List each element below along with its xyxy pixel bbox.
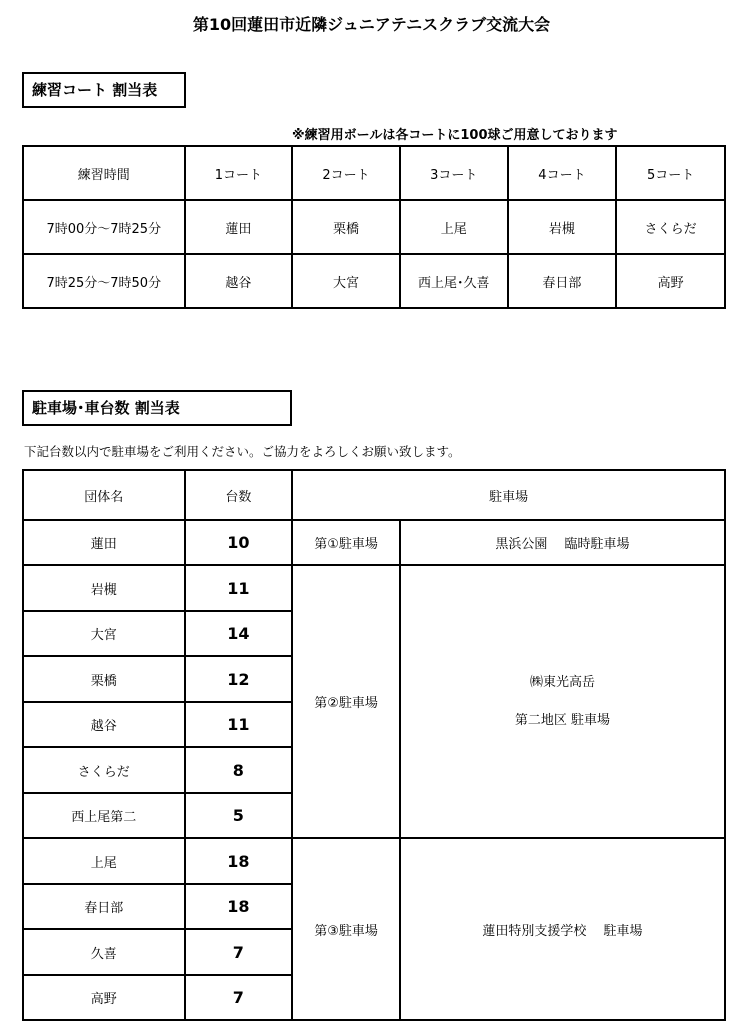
car-count-cell: 18 <box>185 838 293 884</box>
team-name-cell: 蓮田 <box>23 520 185 565</box>
practice-header-court-1: 1コート <box>185 146 293 200</box>
lot-place-line-2: 第二地区 駐車場 <box>514 712 611 728</box>
team-name-cell: 高野 <box>23 975 185 1020</box>
practice-heading: 練習コート 割当表 <box>22 72 186 108</box>
car-count-cell: 10 <box>185 520 293 565</box>
car-count-cell: 7 <box>185 929 293 975</box>
practice-team-cell: 大宮 <box>292 254 400 308</box>
practice-time-cell: 7時25分～7時50分 <box>23 254 185 308</box>
practice-table <box>22 145 726 309</box>
car-count-cell: 11 <box>185 702 293 747</box>
lot-place-cell: 黒浜公園 臨時駐車場 <box>400 520 725 565</box>
team-name-cell: 春日部 <box>23 884 185 929</box>
practice-team-cell: 越谷 <box>185 254 293 308</box>
lot-label-cell: 第①駐車場 <box>292 520 400 565</box>
team-name-cell: 西上尾第二 <box>23 793 185 838</box>
parking-note: 下記台数以内で駐車場をご利用ください。ご協力をよろしくお願い致します。 <box>24 444 461 459</box>
table-row <box>23 565 725 611</box>
parking-header-team: 団体名 <box>23 470 185 520</box>
parking-header-row <box>23 470 725 520</box>
team-name-cell: 栗橋 <box>23 656 185 702</box>
lot-place-line-1: ㈱東光高岳 <box>529 674 595 690</box>
practice-header-court-2: 2コート <box>292 146 400 200</box>
team-name-cell: 越谷 <box>23 702 185 747</box>
practice-header-time: 練習時間 <box>23 146 185 200</box>
practice-team-cell: 蓮田 <box>185 200 293 254</box>
table-row <box>23 520 725 565</box>
practice-time-cell: 7時00分～7時25分 <box>23 200 185 254</box>
car-count-cell: 5 <box>185 793 293 838</box>
practice-team-cell: 高野 <box>616 254 725 308</box>
parking-header-lot: 駐車場 <box>292 470 725 520</box>
practice-header-row <box>23 146 725 200</box>
parking-heading: 駐車場･車台数 割当表 <box>22 390 292 426</box>
car-count-cell: 8 <box>185 747 293 793</box>
parking-header-count: 台数 <box>185 470 293 520</box>
practice-team-cell: 岩槻 <box>508 200 617 254</box>
table-row <box>23 838 725 884</box>
team-name-cell: 岩槻 <box>23 565 185 611</box>
practice-header-court-5: 5コート <box>616 146 725 200</box>
practice-team-cell: 西上尾･久喜 <box>400 254 508 308</box>
team-name-cell: 久喜 <box>23 929 185 975</box>
team-name-cell: 大宮 <box>23 611 185 656</box>
lot-label-cell: 第②駐車場 <box>292 565 400 838</box>
practice-header-court-3: 3コート <box>400 146 508 200</box>
practice-team-cell: 春日部 <box>508 254 617 308</box>
car-count-cell: 12 <box>185 656 293 702</box>
car-count-cell: 7 <box>185 975 293 1020</box>
parking-table <box>22 469 726 1021</box>
table-row <box>23 254 725 308</box>
practice-header-court-4: 4コート <box>508 146 617 200</box>
lot-place-cell: 蓮田特別支援学校 駐車場 <box>400 838 725 1020</box>
car-count-cell: 18 <box>185 884 293 929</box>
practice-team-cell: 上尾 <box>400 200 508 254</box>
lot-place-cell <box>400 565 725 838</box>
team-name-cell: さくらだ <box>23 747 185 793</box>
lot-label-cell: 第③駐車場 <box>292 838 400 1020</box>
practice-team-cell: さくらだ <box>616 200 725 254</box>
table-row <box>23 200 725 254</box>
practice-team-cell: 栗橋 <box>292 200 400 254</box>
practice-note: ※練習用ボールは各コートに100球ご用意しております <box>292 128 618 143</box>
car-count-cell: 11 <box>185 565 293 611</box>
page-title: 第10回蓮田市近隣ジュニアテニスクラブ交流大会 <box>192 15 551 34</box>
team-name-cell: 上尾 <box>23 838 185 884</box>
car-count-cell: 14 <box>185 611 293 656</box>
